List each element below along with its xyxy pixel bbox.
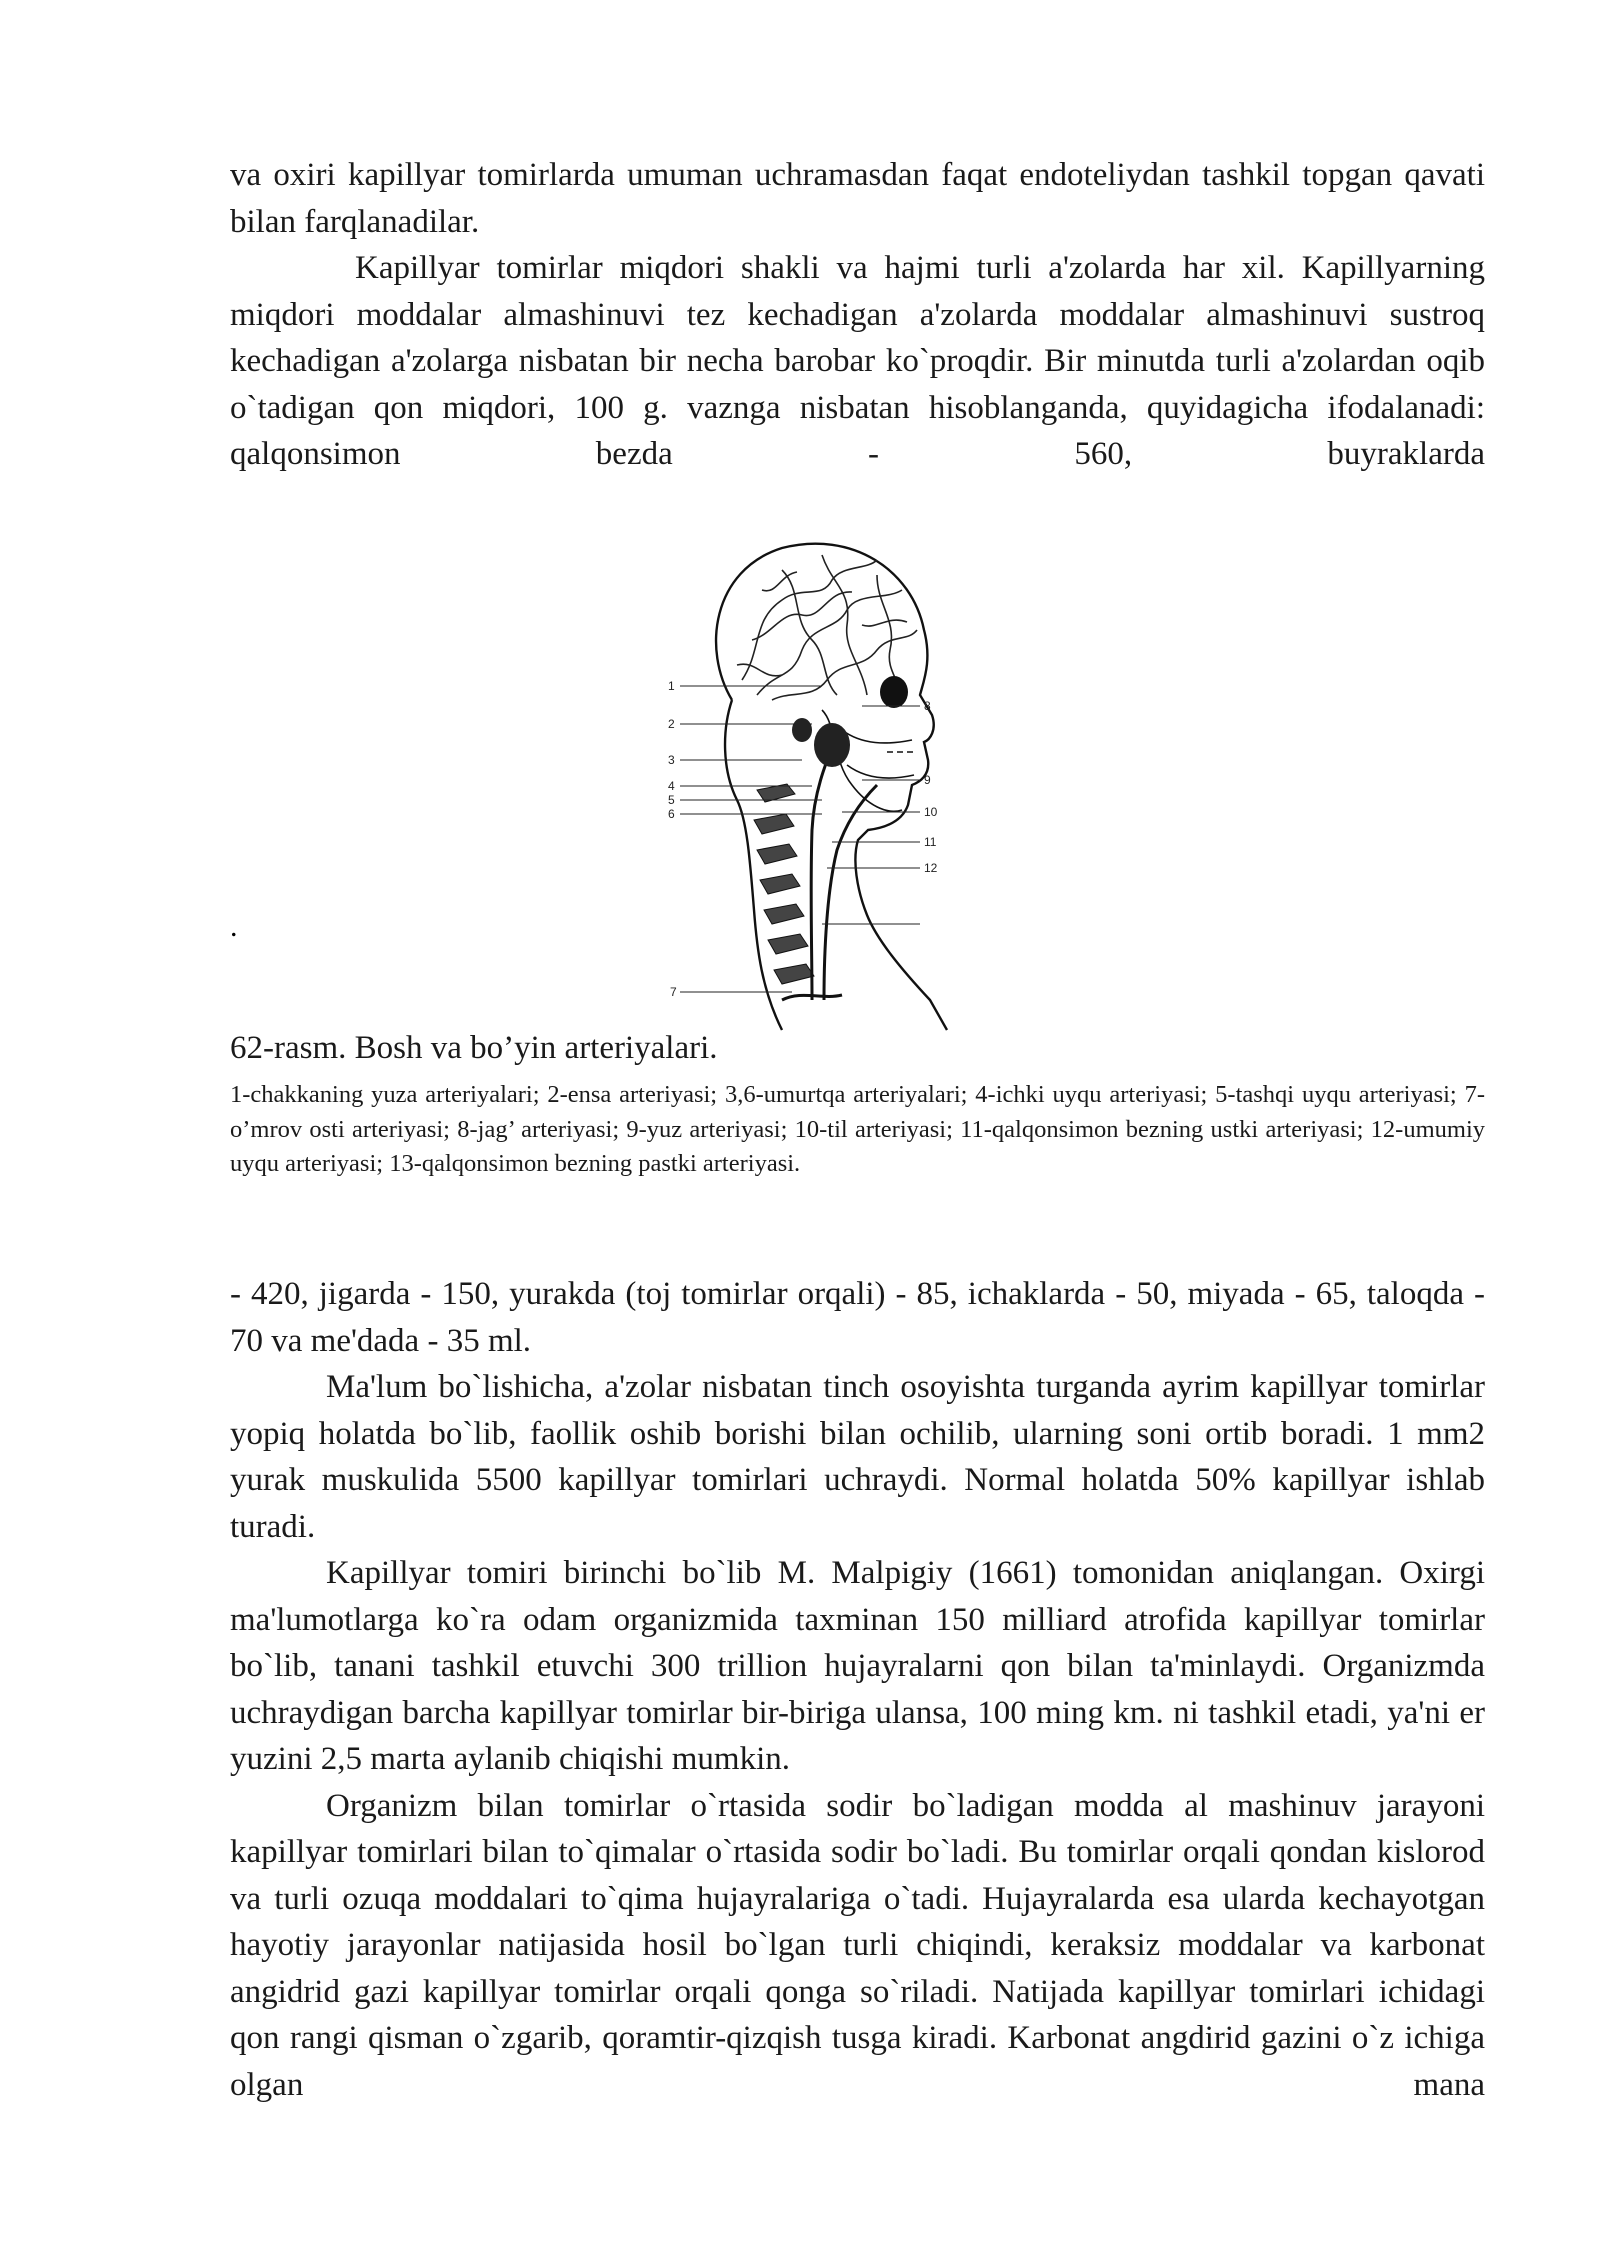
figure-label: 9 <box>924 773 931 787</box>
paragraph: Ma'lum bo`lishicha, a'zolar nisbatan tinch osoyishta turganda ayrim kapillyar tomirlar yopiq holatda bo`lib, faollik oshib borishi bilan ochilib, ularning soni ortib boradi. 1 mm2 yurak muskulida 5500 kapillyar tomirlari uchraydi. Normal holatda 50% kapillyar ishlab turadi. <box>230 1369 1485 1545</box>
figure-label: 3 <box>668 753 675 767</box>
paragraph: - 420, jigarda - 150, yurakda (toj tomirlar orqali) - 85, ichaklarda - 50, miyada - 65, taloqda - 70 va me'dada - 35 ml. <box>230 1276 1485 1359</box>
stray-dot: . <box>230 910 238 943</box>
figure-label: 1 <box>668 679 675 693</box>
figure-caption-legend: 1-chakkaning yuza arteriyalari; 2-ensa arteriyasi; 3,6-umurtqa arteriyalari; 4-ichki uyqu arteriyasi; 5-tashqi uyqu arteriyasi; 7-o’mrov osti arteriyasi; 8-jag’ arteriyasi; 9-yuz arteriyasi; 10-til arteriyasi; 11-qalqonsimon bezning ustki arteriyasi; 12-umumiy uyqu arteriyasi; 13-qalqonsimon bezning pastki arteriyasi. <box>230 1081 1485 1177</box>
figure-label: 8 <box>924 699 931 713</box>
figure-label: 6 <box>668 807 675 821</box>
figure-label: 7 <box>670 985 677 999</box>
text-block-top <box>230 152 1485 478</box>
paragraph: Kapillyar tomirlar miqdori shakli va hajmi turli a'zolarda har xil. Kapillyarning miqdori moddalar almashinuvi tez kechadigan a'zolarda moddalar almashinuvi sustroq kechadigan a'zolarga nisbatan bir necha barobar ko`proqdir. Bir minutda turli a'zolardan oqib o`tadigan qon miqdori, 100 g. vaznga nisbatan hisoblanganda, quyidagicha ifodalanadi: qalqonsimon bezda - 560, buyraklarda <box>230 250 1485 472</box>
text-block-bottom <box>230 1271 1485 2108</box>
paragraph: Kapillyar tomiri birinchi bo`lib M. Malpigiy (1661) tomonidan aniqlangan. Oxirgi ma'lumotlarga ko`ra odam organizmida taxminan 150 milliard atrofida kapillyar tomirlar bo`lib, tanani tashkil etuvchi 300 trillion hujayralarni qon bilan ta'minlaydi. Organizmda uchraydigan barcha kapillyar tomirlar bir-biriga ulansa, 100 ming km. ni tashkil etadi, ya'ni er yuzini 2,5 marta aylanib chiqishi mumkin. <box>230 1555 1485 1777</box>
figure-label: 12 <box>924 861 938 875</box>
figure-caption-title: 62-rasm. Bosh va bo’yin arteriyalari. <box>230 1030 718 1066</box>
paragraph: Organizm bilan tomirlar o`rtasida sodir bo`ladigan modda al mashinuv jarayoni kapillyar tomirlari bilan to`qimalar o`rtasida sodir bo`ladi. Bu tomirlar orqali qondan kislorod va turli ozuqa moddalari to`qima hujayralariga o`tadi. Hujayralarda esa ularda kechayotgan hayotiy jarayonlar natijasida hosil bo`lgan turli chiqindi, keraksiz moddalar va karbonat angidrid gazi kapillyar tomirlar orqali qonga so`riladi. Natijada kapillyar tomirlari ichidagi qon rangi qisman o`zgarib, qoramtir-qizqish tusga kiradi. Karbonat angdirid gazini o`z ichiga olgan mana <box>230 1787 1485 2103</box>
paragraph: va oxiri kapillyar tomirlarda umuman uchramasdan faqat endoteliydan tashkil topgan qavati bilan farqlanadilar. <box>230 157 1485 240</box>
head-neck-arteries-illustration <box>662 530 962 1040</box>
figure-label: 10 <box>924 805 938 819</box>
figure-label: 5 <box>668 793 675 807</box>
figure-label: 4 <box>668 779 675 793</box>
figure-label: 2 <box>668 717 675 731</box>
figure-label: 11 <box>924 835 937 849</box>
